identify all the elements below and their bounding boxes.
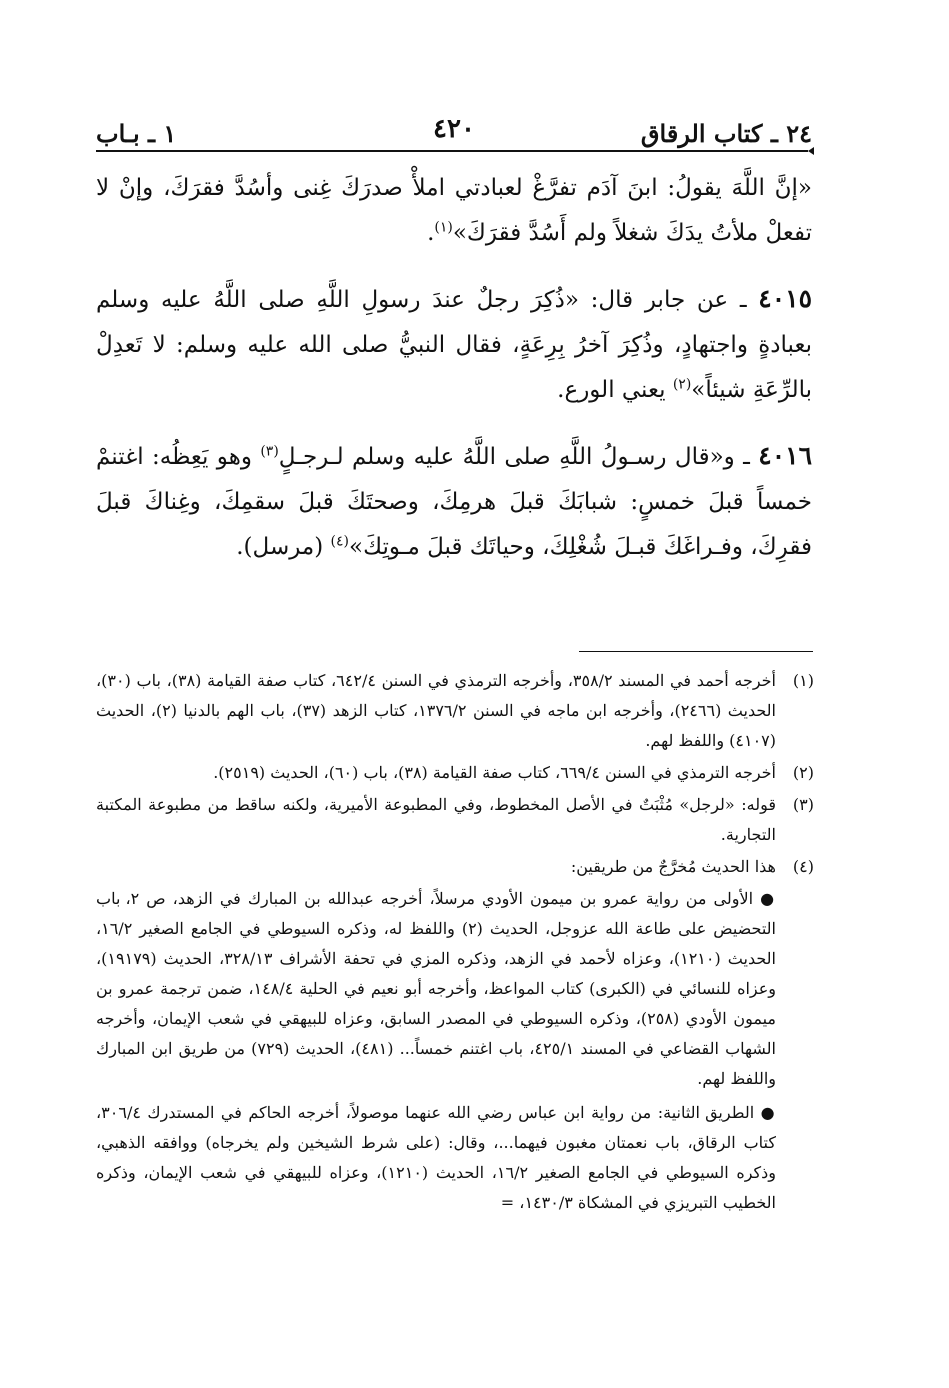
footnote-4-way-1	[96, 884, 814, 1094]
way-text: الطريق الثانية: من رواية ابن عباس رضي الله عنهما موصولاً، أخرجه الحاكم في المستدرك ٣٠٦/٤، كتاب الرقاق، باب نعمتان مغبون فيهما...، وقال: (على شرط الشيخين ولم يخرجاه) ووافقه الذهبي، وذكره السيوطي في الجامع الصغير ١٦/٢، الحديث (١٢١٠)، وعزاه للبيهقي في شعب الإيمان، وذكره الخطيب التبريزي في المشكاة ١٤٣٠/٣، =	[96, 1103, 777, 1212]
main-text	[96, 166, 812, 590]
footnote-4	[96, 852, 814, 882]
footnote-4-way-2	[96, 1098, 814, 1218]
hadith-end: يعني الورع.	[557, 377, 666, 403]
footnote-text: قوله: «لرجل» مُثْبَتٌ في الأصل المخطوط، وفي المطبوعة الأميرية، ولكنه ساقط من مطبوعة المكتبة التجارية.	[96, 795, 776, 844]
book-title: ٢٤ ـ كتاب الرقاق	[640, 119, 812, 148]
footnote-divider	[579, 651, 813, 652]
footnote-number: (٤)	[792, 857, 814, 876]
footnote-text: هذا الحديث مُخرَّجٌ من طريقين:	[570, 857, 776, 876]
footnote-ref-1[interactable]: (١)	[434, 219, 453, 236]
page-number: ٤٢٠	[433, 114, 475, 144]
hadith-4015	[96, 276, 812, 413]
header-divider	[96, 150, 808, 152]
paragraph-end: .	[427, 220, 435, 246]
footnote-number: (٣)	[792, 795, 814, 814]
hadith-text-part2: وهو يَعِظُه: اغتنمْ خمساً قبلَ خمسٍ: شبابَكَ قبلَ هرمِكَ، وصحتَكَ قبلَ سقمِكَ، وغِناكَ قبلَ فقرِكَ، وفـراغَكَ قبـلَ شُغْلِكَ، وحياتَك قبلَ مـوتِكَ»	[96, 444, 812, 560]
bullet-icon: ●	[760, 1103, 777, 1122]
footnote-2	[96, 758, 814, 788]
footnote-ref-4[interactable]: (٤)	[330, 533, 349, 550]
footnote-text: أخرجه الترمذي في السنن ٦٦٩/٤، كتاب صفة القيامة (٣٨)، باب (٦٠)، الحديث (٢٥١٩).	[213, 763, 776, 782]
hadith-text-part1: ـ و«قال رسـولُ اللَّهِ صلى اللَّهُ عليه وسلم لـرجـلٍ	[278, 444, 750, 470]
running-header	[96, 108, 812, 148]
footnote-1	[96, 666, 814, 756]
bullet-icon: ●	[760, 889, 776, 908]
hadith-grade: (مرسل).	[236, 534, 324, 560]
way-text: الأولى من رواية عمرو بن ميمون الأودي مرسلاً، أخرجه عبدالله بن المبارك في الزهد، ص ٢، باب التحضيض على طاعة الله عزوجل، الحديث (٢) واللفظ له، وذكره السيوطي في الجامع الصغير ١٦/٢، الحديث (١٢١٠)، وعزاه لأحمد في الزهد، وذكره المزي في تحفة الأشراف ٣٢٨/١٣، الحديث (١٩١٧٩)، وعزاه للنسائي في (الكبرى) كتاب المواعظ، وأخرجه أبو نعيم في الحلية ١٤٨/٤، ضمن ترجمة عمرو بن ميمون الأودي (٢٥٨)، وذكره السيوطي في المصدر السابق، وعزاه للبيهقي في شعب الإيمان، وأخرجه الشهاب القضاعي في المسند ٤٢٥/١، باب اغتنم خمساً... (٤٨١)، الحديث (٧٢٩) من طريق ابن المبارك واللفظ لهم.	[96, 889, 777, 1088]
hadith-number: ٤٠١٦	[758, 441, 813, 470]
hadith-number: ٤٠١٥	[758, 284, 812, 313]
footnote-ref-2[interactable]: (٢)	[672, 376, 692, 393]
chapter-title: ١ ـ بـاب	[96, 119, 177, 148]
footnotes	[96, 666, 814, 1222]
paragraph-text: «إنَّ اللَّهَ يقولُ: ابنَ آدَم تفرَّغْ لعبادتي املأْ صدرَكَ غِنى وأسُدَّ فقرَكَ، وإنْ لا تفعلْ ملأتُ يدَكَ شغلاً ولم أَسُدَّ فقرَكَ»	[96, 175, 813, 246]
footnote-number: (١)	[792, 671, 814, 690]
footnote-number: (٢)	[792, 763, 814, 782]
paragraph-hadith-continuation	[96, 166, 812, 256]
footnote-ref-3[interactable]: (٣)	[260, 443, 279, 460]
hadith-text: ـ عن جابر قال: «ذُكِرَ رجلٌ عندَ رسولِ اللَّهِ صلى اللَّهُ عليه وسلم بعبادةٍ واجتهادٍ، وذُكِرَ آخرُ بِرِعَةٍ، فقال النبيُّ صلى الله عليه وسلم: لا تَعدِلْ بالرِّعَةِ شيئاً»	[96, 287, 812, 403]
footnote-3	[96, 790, 814, 850]
hadith-4016	[96, 433, 812, 570]
footnote-text: أخرجه أحمد في المسند ٣٥٨/٢، وأخرجه الترمذي في السنن ٦٤٢/٤، كتاب صفة القيامة (٣٨)، باب (٣٠)، الحديث (٢٤٦٦)، وأخرجه ابن ماجه في السنن ١٣٧٦/٢، كتاب الزهد (٣٧)، باب الهم بالدنيا (٢)، الحديث (٤١٠٧) واللفظ لهم.	[96, 671, 776, 750]
